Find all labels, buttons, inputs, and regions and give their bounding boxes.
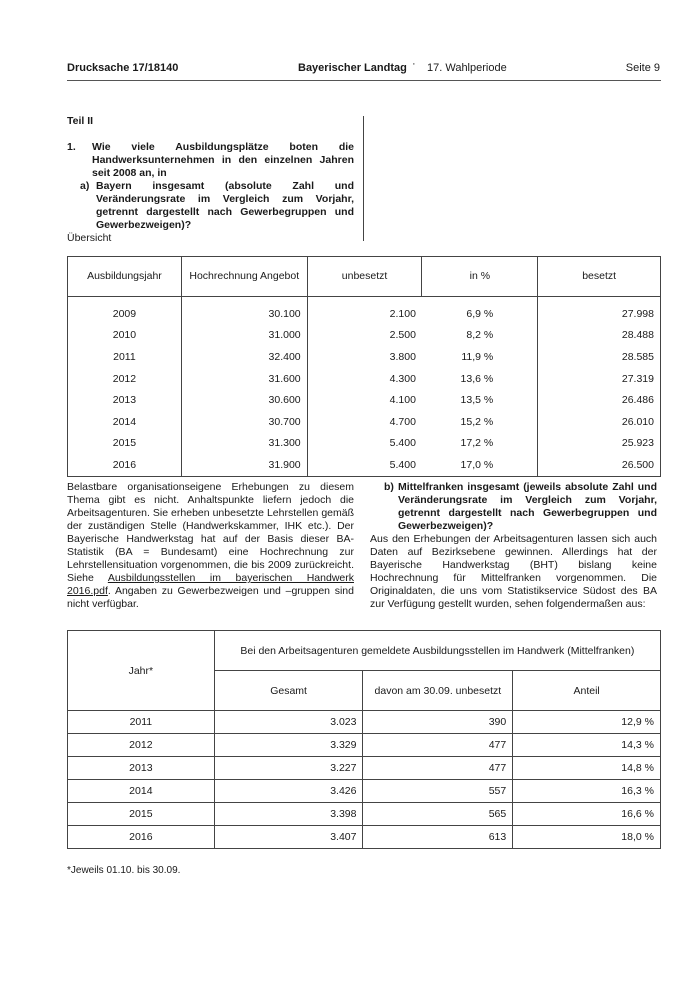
table-row (68, 433, 661, 455)
header-share: Anteil (513, 671, 661, 711)
table-row (68, 411, 661, 433)
cell-unfilled: 5.400 (389, 458, 416, 471)
left-text-after-link: . Angaben zu Gewerbezweigen und –gruppen sind nicht verfügbar. (67, 585, 354, 610)
cell-share: 12,9 % (513, 711, 661, 734)
cell-total: 3.023 (214, 711, 363, 734)
cell-year: 2012 (68, 368, 182, 390)
cell-year: 2015 (68, 433, 182, 455)
cell-unfilled: 613 (363, 826, 513, 849)
part-b-text: Mittelfranken insgesamt (jeweils absolute Zahl und Veränderungsrate im Vergleich zum Vorjahr, getrennt dargestellt nach Gewerbegruppen und Gewerbezweigen)? (398, 481, 657, 532)
cell-unfilled: 4.300 (389, 372, 416, 385)
cell-share: 16,6 % (513, 803, 661, 826)
cell-year: 2016 (68, 826, 215, 849)
cell-offer: 31.300 (181, 433, 307, 455)
cell-percent: 8,2 % (422, 325, 538, 347)
cell-filled: 26.500 (621, 458, 654, 471)
left-text-before-link: Belastbare organisationseigene Erhebungen zu diesem Thema gibt es nicht. Anhaltspunkte liefern jedoch die Arbeitsagenturen. Sie erheben unbesetzte Lehrstellen gemäß der zuständigen Stelle (Handwerkskammer, IHK etc.). Der Bayerische Handwerkstag hat auf der Basis dieser BA-Statistik (BA = Bundesamt) eine Hochrechnung zur Lehrstellensituation vorgenommen, die bis 2009 zurückreicht. Siehe (67, 481, 354, 584)
cell-offer: 31.600 (181, 368, 307, 390)
cell-offer: 31.900 (181, 454, 307, 476)
cell-percent: 6,9 % (422, 297, 538, 325)
cell-unfilled: 477 (363, 757, 513, 780)
cell-unfilled: 390 (363, 711, 513, 734)
page-number: Seite 9 (625, 62, 660, 74)
table-row (68, 780, 661, 803)
cell-offer: 30.100 (181, 297, 307, 325)
cell-unfilled: 565 (363, 803, 513, 826)
header-unfilled-0930: davon am 30.09. unbesetzt (363, 671, 513, 711)
cell-year: 2012 (68, 734, 215, 757)
cell-year: 2009 (68, 297, 182, 325)
cell-year: 2016 (68, 454, 182, 476)
right-answer-text: Aus den Erhebungen der Arbeitsagenturen lassen sich auch Daten auf Bezirksebene gewinnen. Allerdings hat der Bayerische Handwerkstag (BHT) bislang keine Hochrechnung für Mittelfranken vorgenommen. Die Originaldaten, die uns vom Statistikservice Südost des BA zur Verfügung gestellt wurden, sehen folgendermaßen aus: (370, 533, 657, 610)
section-title: Teil II (67, 115, 94, 127)
cell-year: 2011 (68, 711, 215, 734)
cell-percent: 13,6 % (422, 368, 538, 390)
table-row (68, 297, 661, 325)
cell-year: 2014 (68, 780, 215, 803)
header-year: Jahr* (68, 631, 215, 711)
cell-year: 2010 (68, 325, 182, 347)
cell-year: 2013 (68, 757, 215, 780)
table-row (68, 389, 661, 411)
left-answer-text (67, 481, 354, 611)
table-row (68, 454, 661, 476)
cell-unfilled: 4.700 (389, 415, 416, 428)
table-row (68, 757, 661, 780)
table-row (68, 368, 661, 390)
part-b-label: b) (384, 481, 394, 493)
column-divider (363, 116, 364, 241)
header-unfilled: unbesetzt (307, 257, 422, 297)
cell-total: 3.227 (214, 757, 363, 780)
cell-filled: 27.998 (621, 307, 654, 320)
parliament-name: Bayerischer Landtag (298, 62, 407, 74)
cell-year: 2014 (68, 411, 182, 433)
cell-share: 14,8 % (513, 757, 661, 780)
header-filled: besetzt (538, 257, 661, 297)
document-number: Drucksache 17/18140 (67, 62, 179, 74)
cell-unfilled: 557 (363, 780, 513, 803)
cell-total: 3.407 (214, 826, 363, 849)
cell-percent: 11,9 % (422, 346, 538, 368)
cell-filled: 26.486 (621, 394, 654, 407)
cell-filled: 27.319 (621, 372, 654, 385)
table-header-row (68, 631, 661, 671)
apprenticeship-table-bavaria (67, 256, 661, 477)
header-training-year: Ausbildungsjahr (68, 257, 182, 297)
question-text: Wie viele Ausbildungsplätze boten die Handwerksunternehmen in den einzelnen Jahren seit 2008 an, in (92, 141, 354, 179)
table-row (68, 711, 661, 734)
header-percent: in % (422, 257, 538, 297)
legislative-period: 17. Wahlperiode (427, 62, 507, 74)
cell-offer: 32.400 (181, 346, 307, 368)
header-group: Bei den Arbeitsagenturen gemeldete Ausbildungsstellen im Handwerk (Mittelfranken) (214, 631, 660, 671)
table-row (68, 803, 661, 826)
table-row (68, 325, 661, 347)
cell-offer: 30.600 (181, 389, 307, 411)
table-row (68, 346, 661, 368)
header-rule (67, 80, 661, 81)
cell-unfilled: 3.800 (389, 350, 416, 363)
report-link[interactable]: Ausbildungsstellen im bayerischen Handwerk 2016.pdf (67, 572, 354, 597)
cell-percent: 17,2 % (422, 433, 538, 455)
table-row (68, 826, 661, 849)
cell-percent: 13,5 % (422, 389, 538, 411)
cell-percent: 15,2 % (422, 411, 538, 433)
cell-share: 16,3 % (513, 780, 661, 803)
cell-percent: 17,0 % (422, 454, 538, 476)
cell-total: 3.398 (214, 803, 363, 826)
cell-unfilled: 2.500 (389, 329, 416, 342)
part-a-label: a) (80, 180, 90, 192)
header-projection-offer: Hochrechnung Angebot (181, 257, 307, 297)
part-a-text: Bayern insgesamt (absolute Zahl und Veränderungsrate im Vergleich zum Vorjahr, getrennt dargestellt nach Gewerbegruppen und Gewerbezweigen)? (96, 180, 354, 231)
cell-filled: 28.488 (621, 329, 654, 342)
overview-label: Übersicht (67, 232, 112, 244)
cell-year: 2015 (68, 803, 215, 826)
cell-filled: 25.923 (621, 437, 654, 450)
cell-year: 2013 (68, 389, 182, 411)
cell-unfilled: 4.100 (389, 394, 416, 407)
cell-offer: 31.000 (181, 325, 307, 347)
cell-total: 3.426 (214, 780, 363, 803)
question-number: 1. (67, 141, 76, 153)
cell-filled: 28.585 (621, 350, 654, 363)
cell-filled: 26.010 (621, 415, 654, 428)
cell-unfilled: 5.400 (389, 437, 416, 450)
header-separator: · (412, 58, 416, 70)
header-total: Gesamt (214, 671, 363, 711)
cell-share: 14,3 % (513, 734, 661, 757)
cell-total: 3.329 (214, 734, 363, 757)
footnote: *Jeweils 01.10. bis 30.09. (67, 865, 181, 876)
table-row (68, 734, 661, 757)
apprenticeship-table-mittelfranken (67, 630, 661, 849)
cell-share: 18,0 % (513, 826, 661, 849)
cell-unfilled: 477 (363, 734, 513, 757)
table-header-row (68, 257, 661, 297)
cell-offer: 30.700 (181, 411, 307, 433)
cell-unfilled: 2.100 (389, 307, 416, 320)
cell-year: 2011 (68, 346, 182, 368)
